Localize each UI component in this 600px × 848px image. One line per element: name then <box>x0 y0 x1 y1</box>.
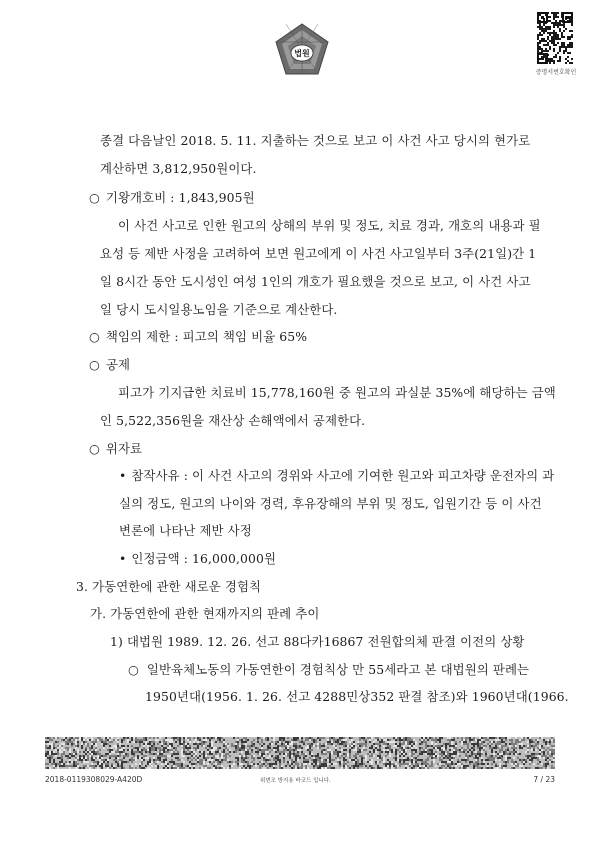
circle-bullet: ○ <box>89 329 100 344</box>
section-consolation <box>89 441 142 457</box>
text-line: 실의 정도, 원고의 나이와 경력, 후유장해의 부위 및 정도, 입원기간 등 이 사건 <box>119 496 542 511</box>
text-line: 종결 다음날인 2018. 5. 11. 지출하는 것으로 보고 이 사건 사고 당시의 현가로 <box>100 133 531 148</box>
text-line: 인 5,522,356원을 재산상 손해액에서 공제한다. <box>100 413 366 428</box>
dot-bullet: • <box>119 551 127 566</box>
section-title: 위자료 <box>105 441 143 456</box>
text-line: 일 당시 도시일용노임을 기준으로 계산한다. <box>100 302 338 317</box>
section-liability-limit <box>89 329 307 345</box>
qr-code <box>537 12 573 64</box>
barcode-notice: 위변조 방지용 바코드 입니다. <box>260 778 331 784</box>
document-id: 2018-0119308029-A420D <box>45 775 143 784</box>
text-line: 변론에 나타난 제반 사정 <box>119 523 252 538</box>
section-title: 기왕개호비 : 1,843,905원 <box>105 190 255 205</box>
heading-subsection-ga: 가. 가동연한에 관한 현재까지의 판례 추이 <box>90 606 320 621</box>
heading-item-1: 1) 대법원 1989. 12. 26. 선고 88다카16867 전원합의체 판결 이전의 상황 <box>110 634 525 649</box>
factors-item <box>119 468 554 484</box>
dot-bullet: • <box>119 468 127 483</box>
section-nursing-cost <box>89 190 255 206</box>
circle-bullet: ○ <box>89 441 100 456</box>
text-line: 계산하면 3,812,950원이다. <box>100 161 257 176</box>
heading-section-3: 3. 가동연한에 관한 새로운 경험칙 <box>76 579 262 594</box>
circle-bullet: ○ <box>128 662 139 677</box>
text-line: 이 사건 사고로 인한 원고의 상해의 부위 및 정도, 치료 경과, 개호의 내용과 필 <box>118 218 541 233</box>
qr-caption: 증명서번호확인 <box>535 69 577 76</box>
amount-item <box>119 551 276 567</box>
amount-text: 인정금액 : 16,000,000원 <box>131 551 277 566</box>
emblem-label: 법원 <box>294 49 310 58</box>
section-deduction <box>89 357 130 373</box>
anti-forgery-barcode <box>45 737 555 769</box>
circle-bullet: ○ <box>89 190 100 205</box>
page-number: 7 / 23 <box>533 775 555 784</box>
text-line: 1950년대(1956. 1. 26. 선고 4288민상352 판결 참조)와 1960년대(1966. <box>145 689 569 704</box>
section-title: 책임의 제한 : 피고의 책임 비율 65% <box>105 329 308 344</box>
circle-bullet: ○ <box>89 357 100 372</box>
history-text: 일반육체노동의 가동연한이 경험칙상 만 55세라고 본 대법원의 판례는 <box>146 662 530 677</box>
text-line: 일 8시간 동안 도시성인 여성 1인의 개호가 필요했을 것으로 보고, 이 사건 사고 <box>100 274 531 289</box>
section-title: 공제 <box>105 357 131 372</box>
text-line: 피고가 기지급한 치료비 15,778,160원 중 원고의 과실분 35%에 해당하는 금액 <box>118 385 556 400</box>
factors-text: 참작사유 : 이 사건 사고의 경위와 사고에 기여한 원고와 피고차량 운전자의 과 <box>131 468 555 483</box>
court-emblem-icon <box>272 22 332 78</box>
history-paragraph <box>128 662 529 678</box>
text-line: 요성 등 제반 사정을 고려하여 보면 원고에게 이 사건 사고일부터 3주(21일)간 1 <box>100 246 537 261</box>
